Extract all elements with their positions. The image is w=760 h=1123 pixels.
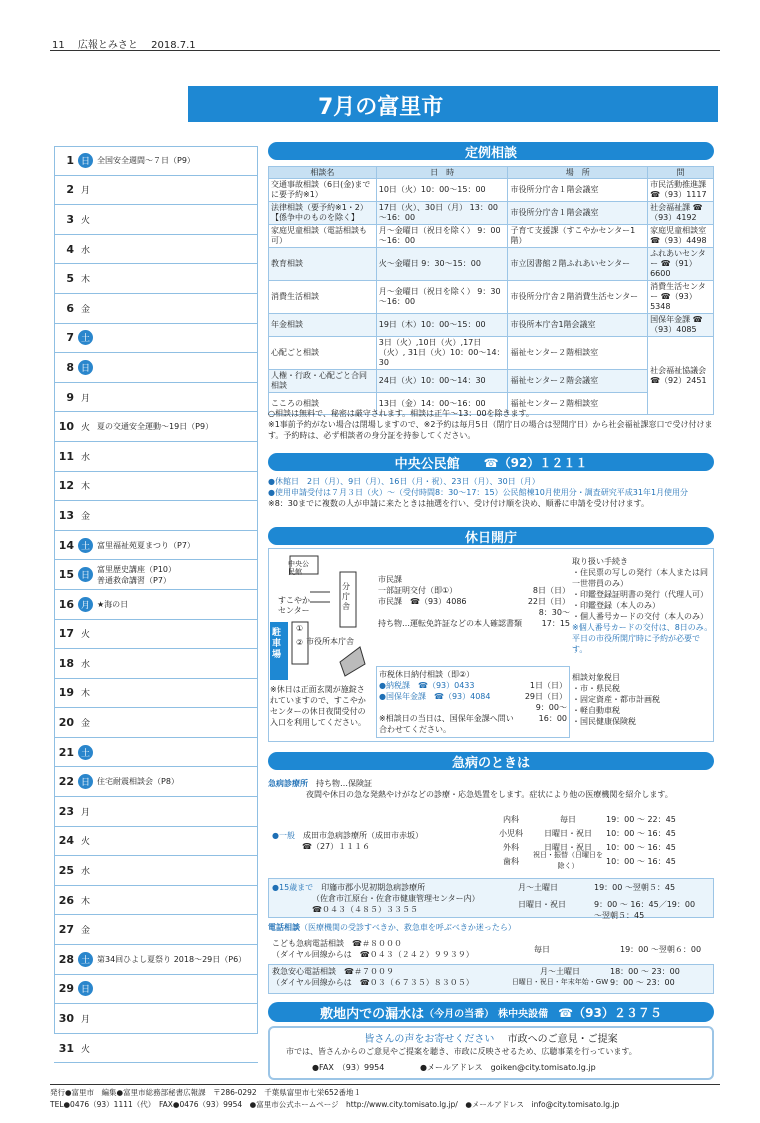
calendar-row (54, 472, 258, 502)
calendar (54, 146, 258, 1063)
map-label-kominkan: 中央公民館 (288, 560, 309, 576)
tax-time-start: 9：00～ (535, 703, 567, 712)
kominkan-info (268, 476, 718, 509)
consult-contact: 国保年金課 ☎（93）4085 (648, 314, 714, 337)
holiday-section-header (268, 527, 714, 545)
general-name: 成田市急病診療所（成田市赤坂） (302, 831, 423, 840)
calendar-day: 21 (58, 745, 74, 759)
shimin-time-end: 17：15 (541, 619, 570, 628)
tax-time-end: 16：00 (538, 714, 567, 723)
consult-name: 人権・行政・心配ごと合同相談 (269, 370, 377, 393)
phone-consult-note: （医療機関の受診すべきか、救急車を呼ぶべきか迷ったら） (300, 923, 516, 932)
schedule-time: 19：00 ～ 22：45 (606, 814, 676, 824)
consult-contact: 社会福祉課 ☎（93）4192 (648, 202, 714, 225)
calendar-weekday: 水 (80, 452, 90, 463)
consult-header-time: 日 時 (376, 167, 508, 179)
clinic-desc: 夜間や休日の急な発熱やけがなどの診療・応急処置をします。症状により他の医療機関を紹介します。 (306, 790, 673, 799)
shimin-time-start: 8：30～ (538, 608, 570, 617)
calendar-row (54, 383, 258, 413)
consult-note: ※1事前予約がない場合は閉場しますので、※2予約は毎月5日（閉庁日の場合は翌開庁日）から社会福祉課窓口で受け付けます。予約時は、必ず相談者の身分証を持参してください。 (268, 420, 713, 440)
voice-mail: ●メールアドレス goiken@city.tomisato.lg.jp (420, 1063, 596, 1072)
calendar-row (54, 915, 258, 945)
schedule-row (492, 826, 718, 840)
calendar-row (54, 708, 258, 738)
schedule-row (492, 851, 718, 870)
header-divider (50, 50, 720, 51)
tax-title: 市税休日納付相談（即②） (379, 670, 475, 679)
calendar-day: 11 (58, 449, 74, 463)
footer-publisher: 発行●富里市 編集●富里市総務部秘書広報課 〒286-0292 千葉県富里市七栄652番地１ (50, 1088, 362, 1097)
calendar-day: 1 (66, 153, 74, 167)
calendar-weekday: 月 (80, 186, 90, 197)
calendar-events (97, 776, 179, 787)
tax-item: ・市・県民税 (572, 684, 620, 693)
pediatric-time2: 9：00 ～ 16：45／19：00 ～翌朝５：45 (594, 900, 696, 920)
consult-row (269, 314, 714, 337)
clinic-block (268, 778, 718, 800)
calendar-event: 普通救命講習（P7） (97, 575, 171, 585)
calendar-weekday: 金 (80, 719, 90, 730)
voice-fax: ●FAX （93）9954 (312, 1063, 385, 1072)
calendar-day: 28 (58, 952, 74, 966)
leak-company: 株中央設備 (498, 1008, 549, 1020)
voice-title2: 市政へのご意見・ご提案 (507, 1034, 618, 1045)
calendar-weekday: 木 (80, 896, 90, 907)
consult-name: こころの相談 (269, 393, 377, 415)
kominkan-closed: ●休館日 2日（月）、9日（月）、16日（月・祝）、23日（月）、30日（月） (268, 477, 540, 486)
emergency-title: 急病のときは (451, 755, 530, 771)
consult-row (269, 370, 714, 393)
calendar-day: 20 (58, 716, 74, 730)
tax-item: ・固定資産・都市計画税 (572, 695, 660, 704)
voice-title: 皆さんの声をお寄せください (364, 1034, 495, 1045)
procedure-item: ・印鑑登録（本人のみ） (572, 601, 660, 610)
kodomo-time: 19：00 ～翌朝６：00 (620, 945, 702, 954)
tax-note: ※相談日の当日は、国保年金課へ問い合わせてください。 (379, 714, 514, 734)
calendar-row (54, 501, 258, 531)
calendar-weekday: 月 (80, 1015, 90, 1026)
consult-name: 家庭児童相談（電話相談も可） (269, 225, 377, 248)
shimin-title: 市民課 (378, 575, 402, 584)
consult-contact: ふれあいセンター ☎（91）6600 (648, 248, 714, 281)
emergency-section-header (268, 752, 714, 770)
page-header (52, 36, 206, 51)
leak-sub: （今月の当番） (424, 1008, 495, 1020)
calendar-weekday: 日 (78, 153, 93, 168)
calendar-events (97, 421, 213, 432)
map-label-parking: 駐車場 (272, 628, 282, 660)
calendar-day: 22 (58, 775, 74, 789)
consult-name: 消費生活相談 (269, 281, 377, 314)
calendar-row (54, 412, 258, 442)
calendar-weekday: 日 (78, 567, 93, 582)
consult-place: 市役所分庁舎１階会議室 (508, 202, 648, 225)
calendar-weekday: 水 (80, 245, 90, 256)
consult-time: 3日（火）,10日（火）,17日（火）, 31日（火）10：00～14：30 (376, 337, 508, 370)
map-marker-1: ① (296, 624, 304, 633)
page-title: 7月の富里市 (318, 95, 444, 120)
kominkan-note: ※8：30までに複数の人が申請に来たときは抽選を行い、受け付け順を決め、順番に申請を受け付けます。 (268, 499, 650, 508)
consult-contact: 家庭児童相談室 ☎（93）4498 (648, 225, 714, 248)
pediatric-phone: ☎０４３（４８５）３３５５ (312, 905, 418, 914)
shimin-items: 持ち物…運転免許証などの本人確認書類 (378, 619, 522, 628)
consult-header-place: 場 所 (508, 167, 648, 179)
consult-name: 交通事故相談（6日(金)までに要予約※1） (269, 179, 377, 202)
calendar-weekday: 木 (80, 275, 90, 286)
calendar-day: 25 (58, 864, 74, 878)
consult-place: 福祉センター２階会議室 (508, 370, 648, 393)
calendar-row (54, 679, 258, 709)
consult-name: 年金相談 (269, 314, 377, 337)
pediatric-schedule (518, 882, 714, 921)
calendar-weekday: 木 (80, 482, 90, 493)
calendar-day: 23 (58, 804, 74, 818)
phone-consult-block (268, 922, 718, 933)
calendar-day: 5 (66, 272, 74, 286)
consult-row (269, 337, 714, 370)
footer-divider (50, 1084, 720, 1085)
calendar-event: 富里歴史講座（P10） (97, 564, 177, 574)
calendar-day: 17 (58, 627, 74, 641)
calendar-weekday: 金 (80, 304, 90, 315)
calendar-day: 15 (58, 568, 74, 582)
consult-contact: 市民活動推進課 ☎（93）1117 (648, 179, 714, 202)
schedule-day: 毎日 (560, 814, 576, 824)
calendar-event: ★海の日 (97, 599, 129, 609)
schedule-dept: 外科 (503, 842, 519, 852)
calendar-event: 住宅耐震相談会（P8） (97, 777, 179, 787)
shimin-date2: 22日（日） (527, 597, 570, 606)
calendar-row (54, 531, 258, 561)
calendar-event: 夏の交通安全運動～19日（P9） (97, 422, 214, 432)
shimin-date1: 8日（日） (532, 586, 570, 595)
calendar-row (54, 353, 258, 383)
procedure-item: ・住民票の写しの発行（本人または同一世帯員のみ） (572, 568, 708, 588)
calendar-row (54, 975, 258, 1005)
calendar-weekday: 日 (78, 981, 93, 996)
consult-place: 福祉センター２階相談室 (508, 393, 648, 415)
map-label-sukoyaka: すこやかセンター (278, 596, 310, 615)
calendar-row (54, 945, 258, 975)
calendar-events (97, 155, 195, 166)
consult-time: 17日（火）、30日（月） 13：00～16：00 (376, 202, 508, 225)
calendar-row (54, 324, 258, 354)
calendar-day: 31 (58, 1041, 74, 1055)
calendar-row (54, 767, 258, 797)
footer (50, 1087, 720, 1111)
calendar-day: 27 (58, 923, 74, 937)
page-title-banner (188, 86, 718, 122)
calendar-weekday: 土 (78, 952, 93, 967)
calendar-day: 4 (66, 242, 74, 256)
general-schedule (492, 812, 718, 868)
calendar-day: 6 (66, 301, 74, 315)
calendar-day: 24 (58, 834, 74, 848)
pediatric-time1: 19：00 ～翌朝５：45 (594, 883, 676, 892)
phone-consult-label: 電話相談 (268, 923, 300, 932)
calendar-weekday: 日 (78, 360, 93, 375)
calendar-weekday: 火 (80, 1044, 90, 1055)
calendar-weekday: 金 (80, 926, 90, 937)
calendar-event: 全国安全週間～７日（P9） (97, 155, 195, 165)
consult-row (269, 281, 714, 314)
kyukyu-time1: 18：00 ～ 23：00 (610, 967, 680, 976)
schedule-row (492, 812, 718, 826)
schedule-time: 10：00 ～ 16：45 (606, 856, 676, 866)
schedule-time: 10：00 ～ 16：45 (606, 842, 676, 852)
kyukyu-day2: 日曜日・祝日・年末年始・GW (511, 978, 609, 986)
calendar-day: 12 (58, 479, 74, 493)
consult-time: 24日（火）10：00～14：30 (376, 370, 508, 393)
procedure-item: 取り扱い手続き (572, 557, 628, 566)
schedule-day: 日曜日・祝日 (544, 828, 592, 838)
calendar-events (97, 564, 176, 586)
footer-contact: TEL●0476（93）1111（代） FAX●0476（93）9954 ●富里市公式ホームページ http://www.city.tomisato.lg.jp/ ●メールアドレス info@city.tomisato.lg.jp (50, 1100, 620, 1109)
calendar-row (54, 886, 258, 916)
consult-place: 市役所分庁舎２階消費生活センター (508, 281, 648, 314)
holiday-title: 休日開庁 (464, 530, 517, 546)
calendar-event: 富里福祉苑夏まつり（P7） (97, 540, 195, 550)
calendar-row (54, 797, 258, 827)
consult-row (269, 202, 714, 225)
publication-name: 広報とみさと (77, 40, 138, 51)
calendar-weekday: 火 (80, 215, 90, 226)
calendar-events (97, 599, 128, 610)
schedule-day: 日曜日・祝日 (544, 842, 592, 852)
consult-time: 10日（火）10：00～15：00 (376, 179, 508, 202)
kyukyu-schedule (510, 966, 714, 988)
procedure-item: ・印鑑登録証明書の発行（代理人可） (572, 590, 708, 599)
consult-row (269, 179, 714, 202)
calendar-day: 8 (66, 360, 74, 374)
schedule-day: 祝日・振替（日曜日を除く） (533, 851, 603, 870)
tax-date1: 1日（日） (529, 681, 567, 690)
calendar-weekday: 火 (80, 423, 90, 434)
calendar-day: 14 (58, 538, 74, 552)
kyukyu-dial: （ダイヤル回線からは ☎０３（６７３５）８３０５） (272, 978, 474, 987)
tax-item: ・国民健康保険税 (572, 717, 636, 726)
kominkan-phone: ☎（92）１２１１ (483, 455, 588, 470)
calendar-weekday: 火 (80, 630, 90, 641)
calendar-row (54, 856, 258, 886)
kodomo-name: こども急病電話相談 ☎＃８０００ (272, 939, 402, 948)
schedule-dept: 小児科 (499, 828, 523, 838)
schedule-time: 10：00 ～ 16：45 (606, 828, 676, 838)
calendar-event: 第34回ひよし夏祭り 2018～29日（P6） (97, 954, 247, 964)
procedure-item: ・個人番号カードの交付（本人のみ） (572, 612, 708, 621)
procedure-note: ※個人番号カードの交付は、8日のみ。平日の市役所開庁時に予約が必要です。 (572, 623, 713, 654)
pediatric-label: ●15歳まで (272, 883, 314, 892)
calendar-row (54, 590, 258, 620)
pediatric-day1: 月～土曜日 (518, 883, 558, 892)
holiday-map (270, 552, 370, 682)
pediatric-name: 印旛市郡小児初期急病診療所 (321, 883, 426, 892)
calendar-day: 16 (58, 597, 74, 611)
consult-time: 月～金曜日（祝日を除く） 9：30～16：00 (376, 281, 508, 314)
calendar-row (54, 620, 258, 650)
tax-kokuho: ●国保年金課 ☎（93）4084 (379, 692, 491, 701)
consult-table (268, 166, 714, 415)
leak-banner (268, 1002, 714, 1022)
consult-contact: 消費生活センター ☎（93）5348 (648, 281, 714, 314)
clinic-label: 急病診療所 (268, 779, 308, 788)
kyukyu-name: 救急安心電話相談 ☎＃７００９ (272, 967, 394, 976)
calendar-day: 30 (58, 1012, 74, 1026)
tax-items (572, 672, 714, 727)
voice-desc: 市では、皆さんからのご意見やご提案を聴き、市政に反映させるため、広聴事業を行っています。 (286, 1047, 637, 1056)
calendar-weekday: 水 (80, 867, 90, 878)
pediatric-info (272, 882, 512, 915)
consult-place: 市役所分庁舎１階会議室 (508, 179, 648, 202)
shimin-service: 一部証明交付（即①） (378, 586, 458, 595)
leak-phone: ☎（93）２３７５ (558, 1005, 662, 1020)
calendar-row (54, 294, 258, 324)
kominkan-title: 中央公民館 (394, 456, 460, 472)
kominkan-application: ●使用申請受付は７月３日（火）～（受付時間8：30～17：15）公民館棟10月使用分・調査研究平成31年1月使用分 (268, 488, 689, 497)
consult-time: 13日（金）14：00～16：00 (376, 393, 508, 415)
calendar-weekday: 水 (80, 659, 90, 670)
kyukyu-time2: 9：00 ～ 23：00 (610, 978, 675, 987)
consult-name: 法律相談（要予約※1・2）【係争中のものを除く】 (269, 202, 377, 225)
kyukyu-day1: 月～土曜日 (540, 967, 580, 976)
pediatric-day2: 日曜日・祝日 (518, 900, 566, 909)
calendar-weekday: 金 (80, 511, 90, 522)
consult-time: 19日（木）10：00～15：00 (376, 314, 508, 337)
map-marker-2: ② (296, 638, 304, 647)
consult-section-header (268, 142, 714, 160)
kyukyu-consult (272, 966, 512, 988)
tax-item: ・軽自動車税 (572, 706, 620, 715)
calendar-row (54, 205, 258, 235)
consult-row (269, 248, 714, 281)
map-label-bunchosha: 分庁舎 (342, 582, 350, 611)
calendar-row (54, 442, 258, 472)
calendar-weekday: 月 (80, 393, 90, 404)
consult-place: 子育て支援課（すこやかセンター1階） (508, 225, 648, 248)
map-label-honchosha: 市役所本庁舎 (306, 637, 354, 646)
calendar-day: 7 (66, 331, 74, 345)
schedule-dept: 歯科 (503, 856, 519, 866)
calendar-row (54, 264, 258, 294)
calendar-day: 9 (66, 390, 74, 404)
calendar-row (54, 649, 258, 679)
calendar-weekday: 火 (80, 837, 90, 848)
calendar-weekday: 月 (78, 597, 93, 612)
tax-item: 相談対象税目 (572, 673, 620, 682)
consult-place: 市立図書館２階ふれあいセンター (508, 248, 648, 281)
publication-date: 2018.7.1 (151, 40, 196, 51)
consult-notes (268, 408, 718, 441)
general-clinic (272, 830, 492, 852)
calendar-events (97, 540, 195, 551)
schedule-dept: 内科 (503, 814, 519, 824)
consult-place: 福祉センター２階相談室 (508, 337, 648, 370)
calendar-day: 29 (58, 982, 74, 996)
map-note: ※休日は正面玄関が施錠されていますので、すこやかセンターの休日夜間受付の入口を利用してください。 (270, 685, 366, 727)
consult-time: 月～金曜日（祝日を除く） 9：00～16：00 (376, 225, 508, 248)
consult-place: 市役所本庁舎1階会議室 (508, 314, 648, 337)
calendar-weekday: 日 (78, 774, 93, 789)
calendar-row (54, 146, 258, 176)
calendar-day: 13 (58, 508, 74, 522)
consult-contact: 社会福祉協議会 ☎（92）2451 (648, 337, 714, 415)
consult-note: ○相談は無料で、秘密は厳守されます。相談は正午～13：00を除きます。 (268, 409, 534, 418)
calendar-day: 10 (58, 420, 74, 434)
calendar-weekday: 土 (78, 745, 93, 760)
calendar-row (54, 738, 258, 768)
calendar-weekday: 土 (78, 538, 93, 553)
calendar-weekday: 木 (80, 689, 90, 700)
kodomo-day: 毎日 (534, 945, 550, 954)
calendar-events (97, 954, 246, 965)
clinic-items: 持ち物…保険証 (316, 779, 372, 788)
general-phone: ☎（27）１１１６ (302, 842, 371, 851)
calendar-row (54, 1034, 258, 1064)
consult-header-contact: 問 (648, 167, 714, 179)
consult-time: 火～金曜日 9：30～15：00 (376, 248, 508, 281)
calendar-day: 26 (58, 893, 74, 907)
consult-header-name: 相談名 (269, 167, 377, 179)
leak-title: 敷地内での漏水は (320, 1006, 425, 1022)
consult-name: 心配ごと相談 (269, 337, 377, 370)
tax-block (376, 666, 570, 738)
consult-title: 定例相談 (464, 145, 517, 161)
calendar-weekday: 月 (80, 807, 90, 818)
kominkan-section-header (268, 453, 714, 471)
kodomo-dial: （ダイヤル回線からは ☎０４３（２４２）９９３９） (272, 950, 474, 959)
procedure-list (572, 556, 714, 655)
pediatric-addr: （佐倉市江原台・佐倉市健康管理センター内） (312, 894, 480, 903)
calendar-row (54, 176, 258, 206)
calendar-row (54, 235, 258, 265)
calendar-row (54, 1004, 258, 1034)
consult-name: 教育相談 (269, 248, 377, 281)
shimin-block (378, 574, 570, 629)
calendar-row (54, 560, 258, 590)
calendar-day: 2 (66, 183, 74, 197)
tax-date2: 29日（日） (524, 692, 567, 701)
tax-nozei: ●納税課 ☎（93）0433 (379, 681, 475, 690)
calendar-day: 19 (58, 686, 74, 700)
page-number: 11 (52, 40, 65, 51)
calendar-day: 3 (66, 212, 74, 226)
voice-heading (272, 1030, 710, 1045)
general-label: ●一般 (272, 831, 295, 840)
calendar-row (54, 827, 258, 857)
calendar-weekday: 土 (78, 330, 93, 345)
shimin-phone: 市民課 ☎（93）4086 (378, 597, 467, 606)
consult-row (269, 225, 714, 248)
calendar-day: 18 (58, 656, 74, 670)
